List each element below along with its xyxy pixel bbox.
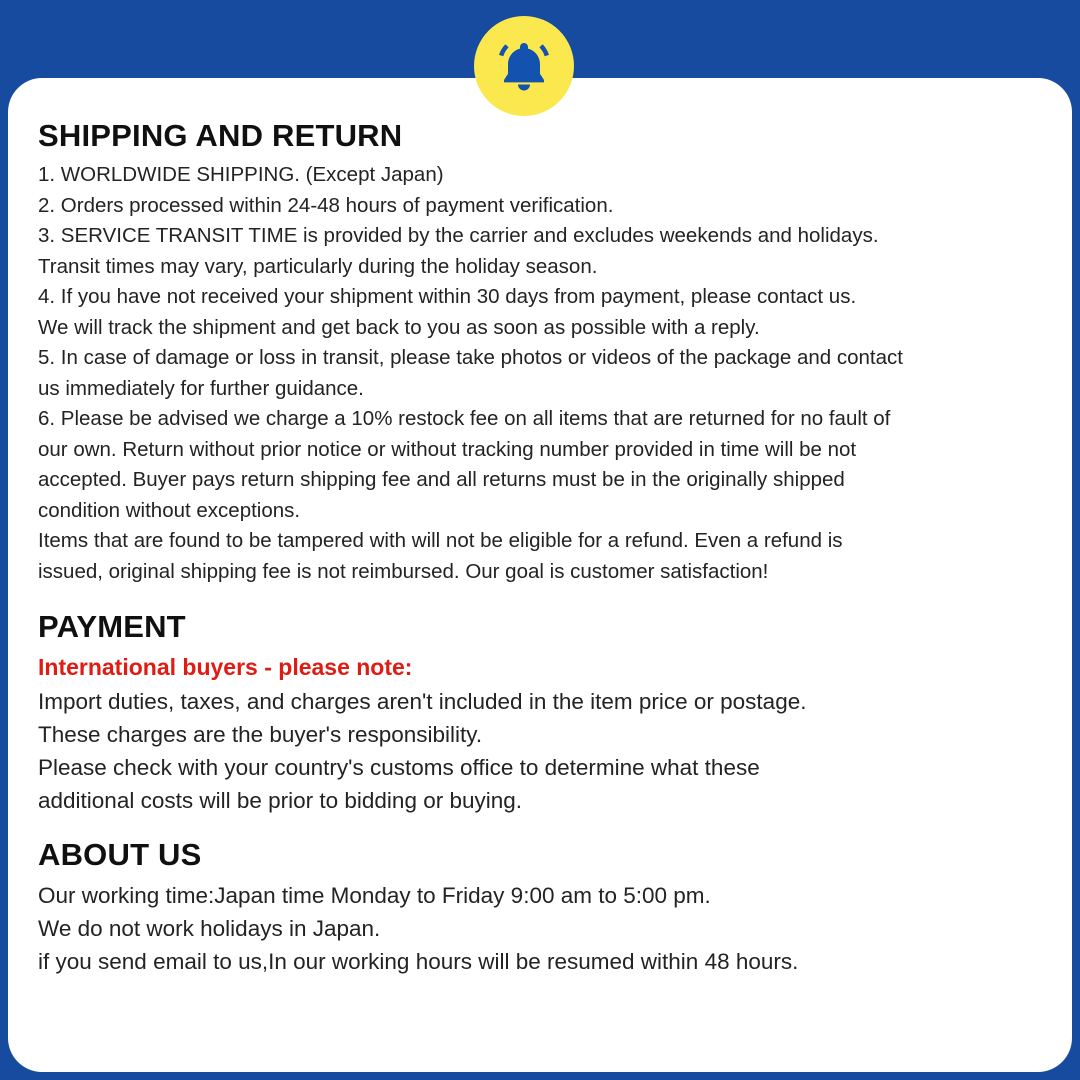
shipping-line: 6. Please be advised we charge a 10% restock fee on all items that are returned for no fault of <box>38 407 891 430</box>
bell-icon-badge <box>474 16 574 116</box>
policy-card <box>8 78 1072 1072</box>
shipping-title: SHIPPING AND RETURN <box>38 118 403 153</box>
payment-lines <box>38 685 1042 817</box>
payment-line: additional costs will be prior to bidding or buying. <box>38 788 523 813</box>
shipping-line: accepted. Buyer pays return shipping fee and all returns must be in the originally shipped <box>38 468 845 491</box>
shipping-line: 2. Orders processed within 24-48 hours of payment verification. <box>38 193 614 217</box>
about-line: if you send email to us,In our working hours will be resumed within 48 hours. <box>38 949 799 974</box>
shipping-line: Transit times may vary, particularly during the holiday season. <box>38 254 598 278</box>
shipping-section <box>38 118 1042 587</box>
payment-line: These charges are the buyer's responsibility. <box>38 722 483 747</box>
payment-line: Please check with your country's customs office to determine what these <box>38 755 760 780</box>
payment-title: PAYMENT <box>38 609 186 644</box>
shipping-line: condition without exceptions. <box>38 498 301 522</box>
payment-section <box>38 609 1042 817</box>
shipping-line: our own. Return without prior notice or without tracking number provided in time will be not <box>38 437 857 461</box>
shipping-line: 5. In case of damage or loss in transit, please take photos or videos of the package and contact <box>38 346 903 369</box>
about-lines <box>38 879 1042 978</box>
about-line: Our working time:Japan time Monday to Friday 9:00 am to 5:00 pm. <box>38 883 711 908</box>
about-line: We do not work holidays in Japan. <box>38 916 381 941</box>
shipping-lines <box>38 160 1042 587</box>
shipping-line: We will track the shipment and get back to you as soon as possible with a reply. <box>38 315 760 339</box>
shipping-line: us immediately for further guidance. <box>38 376 364 400</box>
about-title: ABOUT US <box>38 837 202 872</box>
shipping-line: 3. SERVICE TRANSIT TIME is provided by the carrier and excludes weekends and holidays. <box>38 224 879 247</box>
shipping-line: 4. If you have not received your shipment within 30 days from payment, please contact us. <box>38 285 857 308</box>
shipping-line: issued, original shipping fee is not reimbursed. Our goal is customer satisfaction! <box>38 559 769 583</box>
about-section <box>38 837 1042 978</box>
bell-icon <box>492 34 556 98</box>
international-buyers-note: International buyers - please note: <box>38 654 413 680</box>
shipping-line: 1. WORLDWIDE SHIPPING. (Except Japan) <box>38 163 444 186</box>
shipping-line: Items that are found to be tampered with will not be eligible for a refund. Even a refund is <box>38 529 843 552</box>
payment-line: Import duties, taxes, and charges aren't included in the item price or postage. <box>38 689 807 714</box>
